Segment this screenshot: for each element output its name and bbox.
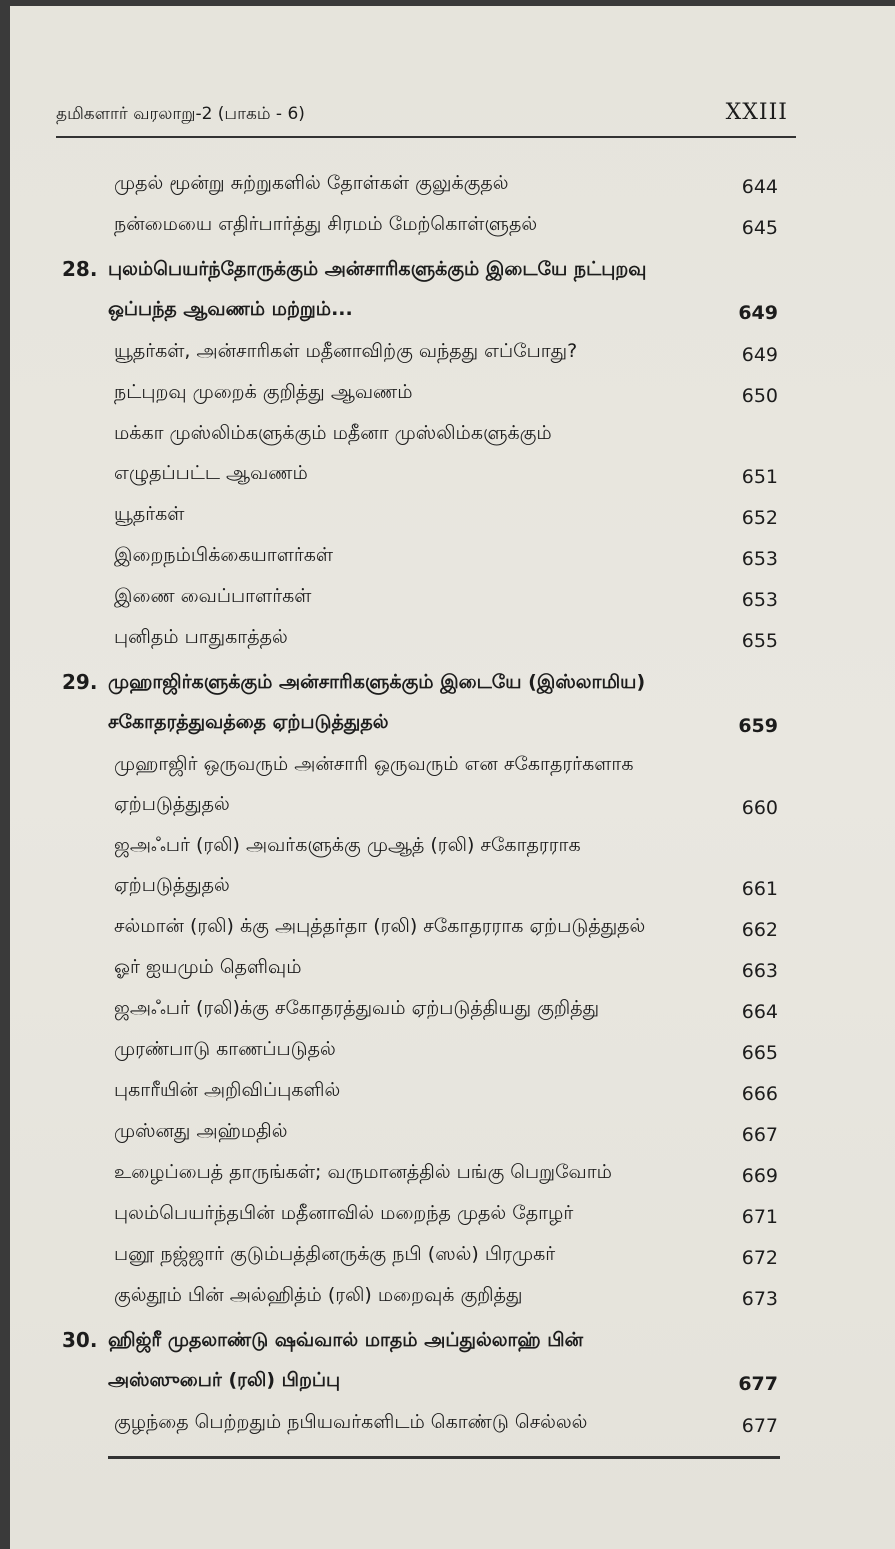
page-number: 652 bbox=[741, 507, 778, 529]
page-number: 663 bbox=[741, 960, 778, 982]
page-number: 645 bbox=[741, 217, 778, 239]
chapter-number: 30. bbox=[62, 1328, 98, 1352]
page-number: 649 bbox=[741, 344, 778, 366]
page-number: 673 bbox=[741, 1288, 778, 1310]
toc-entry-line: ஜஅஃபர் (ரலி)க்கு சகோதரத்துவம் ஏற்படுத்தியது குறித்து bbox=[114, 997, 600, 1019]
toc-entry-line: புகாரீயின் அறிவிப்புகளில் bbox=[114, 1079, 341, 1101]
toc-entry-line: ஓர் ஐயமும் தெளிவும் bbox=[114, 956, 302, 978]
toc-entry-line: மக்கா முஸ்லிம்களுக்கும் மதீனா முஸ்லிம்களுக்கும் bbox=[114, 422, 552, 444]
page-number: 650 bbox=[741, 385, 778, 407]
chapter-title-line: ஒப்பந்த ஆவணம் மற்றும்... bbox=[108, 298, 353, 320]
toc-entry-line: புலம்பெயர்ந்தபின் மதீனாவில் மறைந்த முதல் தோழர் bbox=[114, 1202, 574, 1224]
toc-entry-line: இறைநம்பிக்கையாளர்கள் bbox=[114, 544, 334, 566]
page-number: 651 bbox=[741, 466, 778, 488]
toc-entry-line: ஏற்படுத்துதல் bbox=[114, 874, 230, 896]
page-number: 671 bbox=[741, 1206, 778, 1228]
toc-entry-line: நன்மையை எதிர்பார்த்து சிரமம் மேற்கொள்ளுதல் bbox=[114, 213, 538, 235]
page-number: 662 bbox=[741, 919, 778, 941]
chapter-number: 28. bbox=[62, 257, 98, 281]
page-number: 669 bbox=[741, 1165, 778, 1187]
toc-entry-line: முஸ்னது அஹ்மதில் bbox=[114, 1120, 288, 1142]
page-number-roman: XXIII bbox=[725, 100, 788, 125]
chapter-title-line: சகோதரத்துவத்தை ஏற்படுத்துதல் bbox=[108, 711, 389, 733]
page-number: 667 bbox=[741, 1124, 778, 1146]
book-page bbox=[10, 6, 895, 1549]
page-number: 649 bbox=[738, 302, 778, 324]
toc-entry-line: முஹாஜிர் ஒருவரும் அன்சாரி ஒருவரும் என சகோதரர்களாக bbox=[114, 753, 634, 775]
chapter-title-line: புலம்பெயர்ந்தோருக்கும் அன்சாரிகளுக்கும் இடையே நட்புறவு bbox=[108, 258, 647, 280]
toc-entry-line: குழந்தை பெற்றதும் நபியவர்களிடம் கொண்டு செல்லல் bbox=[114, 1411, 588, 1433]
toc-entry-line: உழைப்பைத் தாருங்கள்; வருமானத்தில் பங்கு பெறுவோம் bbox=[114, 1161, 612, 1183]
page-number: 655 bbox=[741, 630, 778, 652]
toc-entry-line: புனிதம் பாதுகாத்தல் bbox=[114, 626, 288, 648]
toc-entry-line: இணை வைப்பாளர்கள் bbox=[114, 585, 312, 607]
page-number: 661 bbox=[741, 878, 778, 900]
page-header bbox=[56, 96, 796, 138]
running-title: தமிகளார் வரலாறு-2 (பாகம் - 6) bbox=[56, 104, 305, 124]
page-number: 644 bbox=[741, 176, 778, 198]
page-number: 659 bbox=[738, 715, 778, 737]
toc-entry-line: யூதர்கள், அன்சாரிகள் மதீனாவிற்கு வந்தது எப்போது? bbox=[114, 340, 578, 362]
page-number: 677 bbox=[741, 1415, 778, 1437]
toc-entry-line: ஏற்படுத்துதல் bbox=[114, 793, 230, 815]
toc-entry-line: சல்மான் (ரலி) க்கு அபுத்தர்தா (ரலி) சகோதரராக ஏற்படுத்துதல் bbox=[114, 915, 646, 937]
toc-entry-line: குல்தூம் பின் அல்ஹித்ம் (ரலி) மறைவுக் குறித்து bbox=[114, 1284, 523, 1306]
toc-entry-line: ஜஅஃபர் (ரலி) அவர்களுக்கு முஆத் (ரலி) சகோதரராக bbox=[114, 834, 581, 856]
chapter-title-line: முஹாஜிர்களுக்கும் அன்சாரிகளுக்கும் இடையே (இஸ்லாமிய) bbox=[108, 671, 646, 693]
chapter-number: 29. bbox=[62, 670, 98, 694]
page-number: 665 bbox=[741, 1042, 778, 1064]
toc-entry-line: யூதர்கள் bbox=[114, 503, 185, 525]
page-number: 677 bbox=[738, 1373, 778, 1395]
footer-rule bbox=[108, 1456, 780, 1459]
page-number: 672 bbox=[741, 1247, 778, 1269]
page-number: 660 bbox=[741, 797, 778, 819]
toc-entry-line: எழுதப்பட்ட ஆவணம் bbox=[114, 462, 308, 484]
page-number: 653 bbox=[741, 548, 778, 570]
toc-entry-line: பனூ நஜ்ஜார் குடும்பத்தினருக்கு நபி (ஸல்) பிரமுகர் bbox=[114, 1243, 556, 1265]
toc-entry-line: முரண்பாடு காணப்படுதல் bbox=[114, 1038, 336, 1060]
chapter-title-line: ஹிஜ்ரீ முதலாண்டு ஷவ்வால் மாதம் அப்துல்லாஹ் பின் bbox=[108, 1329, 584, 1351]
chapter-title-line: அஸ்ஸுபைர் (ரலி) பிறப்பு bbox=[108, 1369, 341, 1391]
page-number: 666 bbox=[741, 1083, 778, 1105]
page-number: 664 bbox=[741, 1001, 778, 1023]
toc-entry-line: நட்புறவு முறைக் குறித்து ஆவணம் bbox=[114, 381, 413, 403]
toc-entry-line: முதல் மூன்று சுற்றுகளில் தோள்கள் குலுக்குதல் bbox=[114, 172, 509, 194]
page-number: 653 bbox=[741, 589, 778, 611]
